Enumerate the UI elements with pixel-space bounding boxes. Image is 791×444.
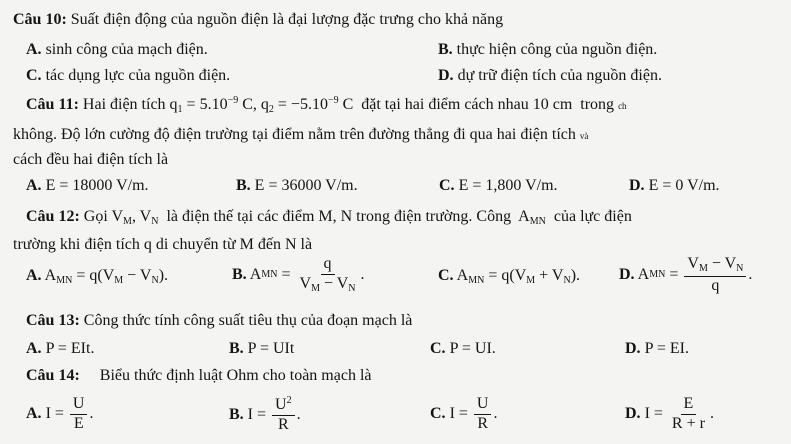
formula-part: I = (445, 405, 472, 423)
option-text: sinh công của mạch điện. (41, 41, 208, 58)
option-10c (26, 68, 230, 84)
question-14-label: Câu 14: (26, 367, 80, 384)
question-12-text3: là điện thế tại các điểm M, N trong điện trường. Công A (158, 208, 530, 225)
option-13d (625, 341, 689, 357)
option-13b (229, 341, 294, 357)
formula-sub: MN (468, 275, 485, 286)
question-11-text-mid: đặt tại hai điểm cách nhau 10 cm trong (353, 96, 619, 113)
option-text: E = 0 V/m. (644, 177, 720, 194)
formula-part: ). (570, 267, 581, 284)
option-label: C. (430, 405, 446, 423)
sub-mn: MN (529, 216, 546, 227)
formula-sub: MN (56, 275, 73, 286)
option-label: A. (26, 267, 42, 284)
option-text: E = 36000 V/m. (250, 177, 358, 194)
formula-sub: M (311, 282, 320, 294)
option-label: D. (619, 266, 635, 284)
fraction-denominator: E (73, 414, 84, 432)
formula-sub: N (563, 275, 571, 286)
formula-part: . (360, 266, 365, 284)
question-10-stem (13, 12, 503, 28)
formula-part: A (246, 266, 262, 284)
q2-unit: C (338, 96, 354, 113)
fraction-numerator: U (70, 396, 88, 415)
option-text: P = UI. (445, 340, 496, 357)
option-label: D. (629, 177, 645, 194)
formula-part: = q(V (484, 267, 527, 284)
formula-part: A (41, 267, 57, 284)
fraction-numerator: U (474, 396, 492, 415)
question-13-label: Câu 13: (26, 312, 80, 329)
formula-part: I = (41, 405, 68, 423)
formula-sub: N (348, 282, 356, 294)
formula-sub: N (151, 275, 159, 286)
fraction-numerator (684, 256, 746, 277)
fraction-denominator: q (711, 276, 720, 294)
option-10d (438, 68, 662, 84)
question-12-text: Gọi V (79, 208, 124, 225)
sub-m: M (123, 216, 132, 227)
option-14d (625, 396, 714, 433)
option-13a (26, 341, 94, 357)
formula-part: . (296, 405, 301, 423)
q2-value: = −5.10 (273, 96, 328, 113)
formula-part: I = (243, 405, 271, 423)
formula-sup: 2 (286, 395, 292, 406)
q1-exponent: −9 (227, 95, 239, 106)
option-label: D. (625, 405, 641, 423)
question-14-text: Biểu thức định luật Ohm cho toàn mạch là (99, 367, 372, 384)
question-12-text2: , V (131, 208, 152, 225)
option-10b (438, 42, 657, 58)
formula-sub: M (698, 263, 708, 274)
option-text: P = EI. (640, 340, 689, 357)
q1-value: = 5.10 (182, 96, 228, 113)
fraction-denominator: R (277, 415, 289, 433)
option-14c (430, 396, 497, 433)
option-text: dự trữ điện tích của nguồn điện. (453, 67, 662, 84)
charge-q1 (170, 96, 261, 113)
formula-part: . (493, 405, 498, 423)
question-11-text: Hai điện tích (78, 96, 170, 113)
option-11d (629, 178, 720, 194)
fraction (669, 396, 708, 433)
q2-exponent: −9 (327, 95, 339, 106)
option-11a (26, 178, 149, 194)
formula-part: . (709, 405, 714, 423)
fraction-denominator: R (477, 414, 489, 432)
option-label: A. (26, 405, 42, 423)
question-13-text: Công thức tính công suất tiêu thụ của đoạn mạch là (79, 312, 413, 329)
option-12c (438, 268, 580, 286)
formula-part: = (277, 266, 295, 284)
fraction (474, 396, 492, 433)
question-11-label: Câu 11: (26, 96, 79, 113)
fraction-denominator: R + r (671, 414, 705, 432)
charge-q2 (261, 96, 353, 113)
q1-unit: C, (238, 96, 261, 113)
formula-part: I = (640, 405, 667, 423)
formula-part: − V (123, 267, 152, 284)
option-11c (439, 178, 558, 194)
option-label: C. (26, 67, 42, 84)
question-11-line2-text: không. Độ lớn cường độ điện trường tại điểm nằm trên đường thẳng đi qua hai điện tích (13, 126, 580, 143)
option-11b (236, 178, 358, 194)
option-label: C. (430, 340, 446, 357)
formula-part: . (748, 266, 753, 284)
option-10a (26, 42, 208, 58)
formula-part: − V (319, 274, 349, 292)
option-text: P = EIt. (41, 340, 95, 357)
formula-part: V (299, 274, 312, 292)
question-13-stem (26, 313, 412, 329)
formula-part: A (453, 267, 469, 284)
option-text: E = 1,800 V/m. (454, 177, 558, 194)
fraction-denominator (297, 275, 359, 295)
fraction (272, 396, 295, 434)
option-label: D. (625, 340, 641, 357)
formula-sub: MN (261, 269, 278, 281)
option-text: P = UIt (243, 340, 295, 357)
formula-part: V (687, 255, 699, 272)
sub-n: N (151, 216, 159, 227)
question-12-text4: của lực điện (545, 208, 632, 225)
option-12b (232, 256, 365, 294)
option-12a (26, 268, 168, 286)
question-10-text: Suất điện động của nguồn điện là đại lượng đặc trưng cho khả năng (66, 11, 504, 28)
question-11-line2-cut: và (579, 131, 589, 141)
option-14a (26, 396, 93, 433)
fraction (70, 396, 88, 433)
formula-part: = q(V (72, 267, 115, 284)
option-label: A. (26, 340, 42, 357)
fraction-numerator: q (321, 256, 335, 275)
fraction (297, 256, 359, 294)
q1-sub: 1 (177, 104, 183, 115)
formula-part: U (275, 396, 287, 413)
option-text: thực hiện công của nguồn điện. (452, 41, 658, 58)
formula-part: A (634, 266, 650, 284)
option-label: B. (229, 405, 244, 423)
option-label: A. (26, 177, 42, 194)
option-label: B. (232, 266, 247, 284)
formula-part: ). (158, 267, 169, 284)
fraction-numerator: E (681, 396, 697, 415)
option-text: tác dụng lực của nguồn điện. (41, 67, 231, 84)
question-12-stem (26, 209, 632, 227)
option-label: C. (438, 267, 454, 284)
formula-part: = (665, 266, 683, 284)
option-12d (619, 256, 752, 294)
question-14-stem (26, 368, 372, 384)
option-label: B. (236, 177, 251, 194)
question-11-line3: cách đều hai điện tích là (13, 151, 169, 168)
option-text: E = 18000 V/m. (41, 177, 149, 194)
question-10-label: Câu 10: (13, 11, 67, 28)
q1-symbol: q (169, 96, 178, 113)
question-12-label: Câu 12: (26, 208, 80, 225)
q2-sub: 2 (268, 104, 274, 115)
option-label: C. (439, 177, 455, 194)
option-label: B. (229, 340, 244, 357)
fraction (684, 256, 746, 294)
formula-sub: N (736, 263, 744, 274)
q2-symbol: q (260, 96, 269, 113)
question-12-line2: trường khi điện tích q di chuyển từ M đến N là (13, 236, 313, 253)
formula-sub: M (526, 275, 536, 286)
formula-part: + V (535, 267, 564, 284)
option-14b (229, 396, 301, 434)
option-label: B. (438, 41, 453, 58)
formula-part: − V (707, 255, 737, 272)
formula-part: . (89, 405, 94, 423)
question-11-line2 (13, 127, 588, 143)
fraction-numerator (272, 396, 295, 416)
option-label: D. (438, 67, 454, 84)
question-11-stem (26, 96, 627, 115)
option-label: A. (26, 41, 42, 58)
formula-sub: MN (649, 269, 666, 281)
question-11-text-cut: ch (618, 101, 627, 111)
formula-sub: M (114, 275, 124, 286)
option-13c (430, 341, 496, 357)
